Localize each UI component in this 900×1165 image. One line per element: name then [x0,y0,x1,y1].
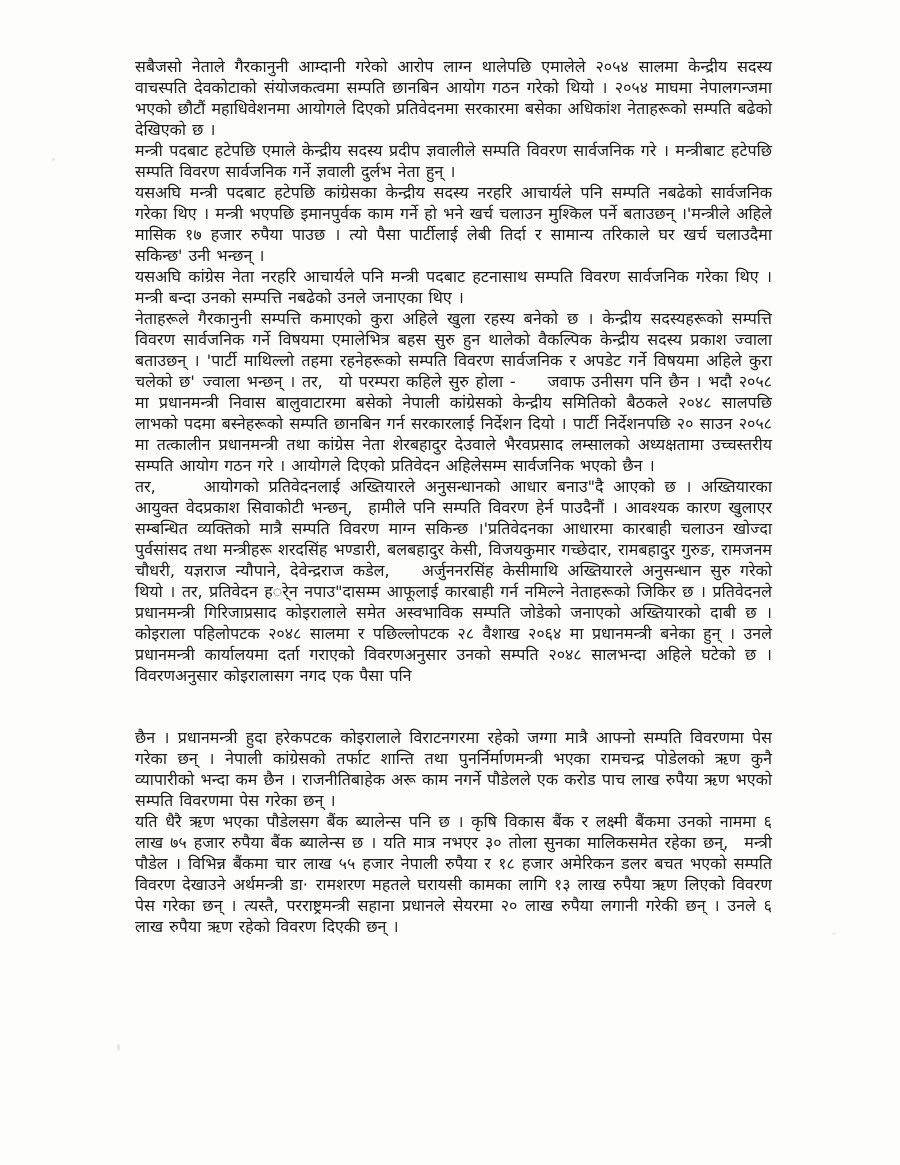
paragraph: तर, आयोगको प्रतिवेदनलाई अख्तियारले अनुसन्धानको आधार बनाउ"दै आएको छ । अख्तियारका आयुक्त वेदप्रकाश सिवाकोटी भन्छन्, हामीले पनि सम्पति विवरण हेर्न पाउदैनौं । आवश्यक कारण खुलाएर सम्बन्धित व्यक्तिको मात्रै सम्पति विवरण माग्न सकिन्छ ।'प्रतिवेदनका आधारमा कारबाही चलाउन खोज्दा पुर्वसांसद तथा मन्त्रीहरू शरदसिंह भण्डारी, बलबहादुर केसी, विजयकुमार गच्छेदार, रामबहादुर गुरुङ, रामजनम चौधरी, यज्ञराज न्यौपाने, देवेन्द्रराज कडेल, अर्जुननरसिंह केसीमाथि अख्तियारले अनुसन्धान सुरु गरेको थियो । तर, प्रतिवेदन हर्ेन नपाउ"दासम्म आफूलाई कारबाही गर्न नमिल्ने नेताहरूको जिकिर छ । प्रतिवेदनले प्रधानमन्त्री गिरिजाप्रसाद कोइरालाले समेत अस्वभाविक सम्पति जोडेको जनाएको अख्तियारको दाबी छ ।कोइराला पहिलोपटक २०४८ सालमा र पछिल्लोपटक २८ वैशाख २०६४ मा प्रधानमन्त्री बनेका हुन् । उनले प्रधानमन्त्री कार्यालयमा दर्ता गराएको विवरणअनुसार उनको सम्पति २०४८ सालभन्दा अहिले घटेको छ । विवरणअनुसार कोइरालासग नगद एक पैसा पनि [135,477,772,685]
paragraph: छैन । प्रधानमन्त्री हुदा हरेकपटक कोइरालाले विराटनगरमा रहेको जग्गा मात्रै आफ्नो सम्पति विवरणमा पेस गरेका छन् । नेपाली कांग्रेसको तर्फाट शान्ति तथा पुनर्निर्माणमन्त्री भएका रामचन्द्र पोडेलको ऋण कुनै व्यापारीको भन्दा कम छैन । राजनीतिबाहेक अरू काम नगर्ने पौडेलले एक करोड पाच लाख रुपैया ऋण भएको सम्पति विवरणमा पेस गरेका छन् । [135,728,772,810]
text-block-1 [135,56,772,686]
paragraph: सबैजसो नेताले गैरकानुनी आम्दानी गरेको आरोप लाग्न थालेपछि एमालेले २०५४ सालमा केन्द्रीय सदस्य वाचस्पति देवकोटाको संयोजकत्वमा सम्पति छानबिन आयोग गठन गरेको थियो । २०५४ माघमा नेपालगन्जमा भएको छौटौं महाधिवेशनमा आयोगले दिएको प्रतिवेदनमा सरकारमा बसेका अधिकांश नेताहरूको सम्पति बढेको देखिएको छ । [135,57,772,139]
paragraph: यसअघि मन्त्री पदबाट हटेपछि कांग्रेसका केन्द्रीय सदस्य नरहरि आचार्यले पनि सम्पति नबढेको सार्वजनिक गरेका थिए । मन्त्री भएपछि इमानपुर्वक काम गर्ने हो भने खर्च चलाउन मुश्किल पर्ने बताउछन् ।'मन्त्रीले अहिले मासिक १७ हजार रुपैया पाउछ । त्यो पैसा पार्टीलाई लेबी तिर्दा र सामान्य तरिकाले घर खर्च चलाउदैमा सकिन्छ' उनी भन्छन् । [135,183,772,265]
scan-speck [117,1044,120,1051]
scan-speck [52,158,55,161]
paragraph: नेताहरूले गैरकानुनी सम्पत्ति कमाएको कुरा अहिले खुला रहस्य बनेको छ । केन्द्रीय सदस्यहरूको सम्पत्ति विवरण सार्वजनिक गर्ने विषयमा एमालेभित्र बहस सुरु हुन थालेको वैकल्पिक केन्द्रीय सदस्य प्रकाश ज्वाला बताउछन् । 'पार्टी माथिल्लो तहमा रहनेहरूको सम्पति विवरण सार्वजनिक र अपडेट गर्ने विषयमा अहिले कुरा चलेको छ' ज्वाला भन्छन् । तर, यो परम्परा कहिले सुरु होला - जवाफ उनीसग पनि छैन । भदौ २०५८ मा प्रधानमन्त्री निवास बालुवाटारमा बसेको नेपाली कांग्रेसको केन्द्रीय समितिको बैठकले २०४८ सालपछि लाभको पदमा बस्नेहरूको सम्पति छानबिन गर्न सरकारलाई निर्देशन दियो । पार्टी निर्देशनपछि २० साउन २०५८ मा तत्कालीन प्रधानमन्त्री तथा कांग्रेस नेता शेरबहादुर देउवाले भैरवप्रसाद लम्सालको अध्यक्षतामा उच्चस्तरीय सम्पति आयोग गठन गरे । आयोगले दिएको प्रतिवेदन अहिलेसम्म सार्वजनिक भएको छैन । [135,309,772,475]
text-block-2 [135,727,772,937]
paragraph: मन्त्री पदबाट हटेपछि एमाले केन्द्रीय सदस्य प्रदीप ज्ञवालीले सम्पति विवरण सार्वजनिक गरे । मन्त्रीबाट हटेपछि सम्पति विवरण सार्वजनिक गर्ने ज्ञवाली दुर्लभ नेता हुन् । [135,141,772,181]
paragraph: यति धैरै ऋण भएका पौडेलसग बैंक ब्यालेन्स पनि छ । कृषि विकास बैंक र लक्ष्मी बैंकमा उनको नाममा ६ लाख ७५ हजार रुपैया बैंक ब्यालेन्स छ । यति मात्र नभएर ३० तोला सुनका मालिकसमेत रहेका छन्, मन्त्री पौडेल । विभिन्न बैंकमा चार लाख ५५ हजार नेपाली रुपैया र १८ हजार अमेरिकन डलर बचत भएको सम्पति विवरण देखाउने अर्थमन्त्री डा· रामशरण महतले घरायसी कामका लागि १३ लाख रुपैया ऋण लिएको विवरण पेस गरेका छन् । त्यस्तै, परराष्ट्रमन्त्री सहाना प्रधानले सेयरमा २० लाख रुपैया लगानी गरेकी छन् । उनले ६ लाख रुपैया ऋण रहेको विवरण दिएकी छन् । [135,812,772,936]
paragraph: यसअघि कांग्रेस नेता नरहरि आचार्यले पनि मन्त्री पदबाट हटनासाथ सम्पति विवरण सार्वजनिक गरेका थिए । मन्त्री बन्दा उनको सम्पत्ति नबढेको उनले जनाएका थिए । [135,267,772,307]
text-area [135,56,772,937]
scan-speck [832,932,836,935]
